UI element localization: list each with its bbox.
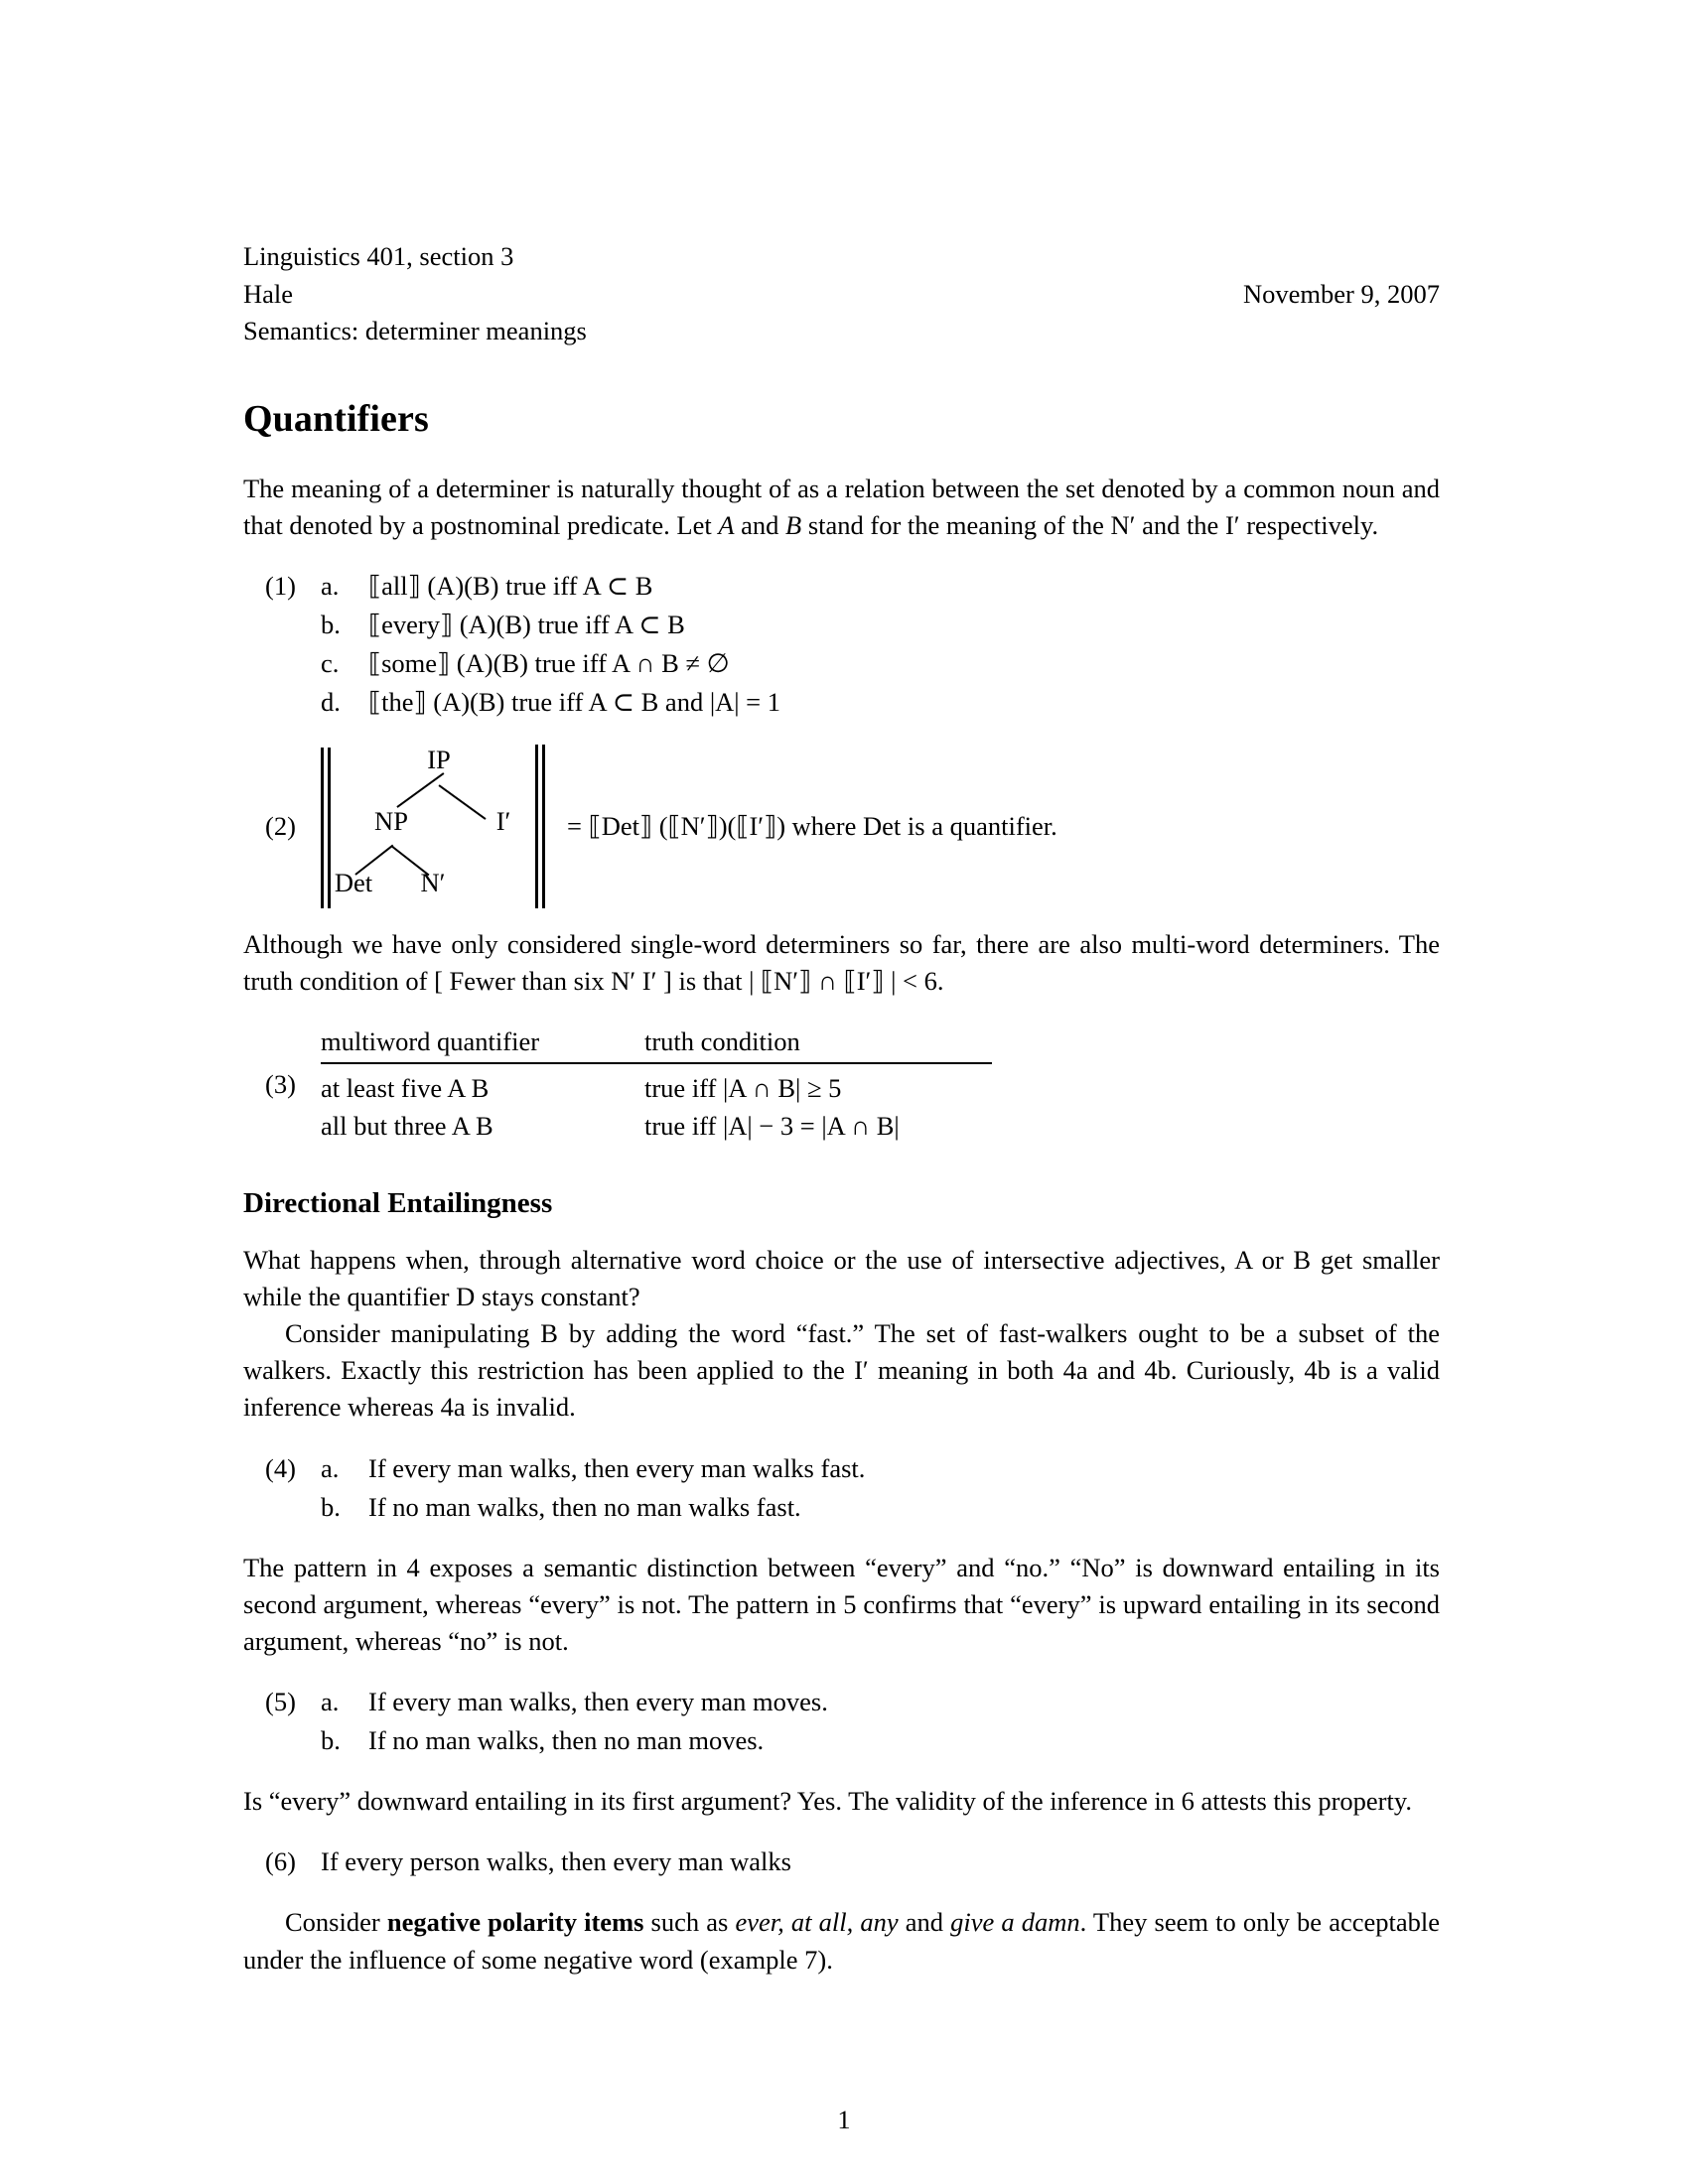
example-5-letter-a: a.	[321, 1687, 340, 1717]
example-6-list	[243, 1843, 1440, 1881]
example-1-letter-b: b.	[321, 610, 341, 640]
example-5-text-b: If no man walks, then no man moves.	[368, 1725, 765, 1756]
example-1-text-d: ⟦the⟧ (A)(B) true iff A ⊂ B and |A| = 1	[368, 687, 781, 718]
tree-node-iprime: I′	[495, 806, 511, 837]
npi-italic-2: give a damn	[950, 1907, 1080, 1938]
table-row	[321, 1106, 992, 1144]
npi-part1: Consider	[285, 1907, 387, 1938]
table-header-row	[321, 1026, 992, 1063]
tree-node-nprime: N′	[420, 868, 446, 898]
npi-part3: and	[898, 1907, 951, 1938]
table-cell-quantifier-1: at least five A B	[321, 1072, 490, 1103]
intro-paragraph	[243, 471, 1440, 544]
example-3-table-block	[243, 1026, 1440, 1144]
example-4-letter-a: a.	[321, 1452, 340, 1483]
table-header-condition: truth condition	[644, 1026, 992, 1063]
example-1-text-c: ⟦some⟧ (A)(B) true iff A ∩ B ≠ ∅	[368, 648, 730, 679]
page-number: 1	[837, 2105, 851, 2134]
table-header-quantifier: multiword quantifier	[321, 1026, 644, 1063]
example-2-number: (2)	[265, 811, 296, 842]
example-1-list	[243, 567, 1440, 722]
example-1-item-d	[243, 683, 1440, 722]
tree-node-np: NP	[374, 806, 408, 837]
example-4-item-b	[243, 1488, 1440, 1527]
intro-part5: respectively.	[1239, 510, 1379, 541]
tree-edge-ip-iprime	[438, 784, 486, 820]
example-1-letter-a: a.	[321, 571, 340, 602]
example-1-text-b: ⟦every⟧ (A)(B) true iff A ⊂ B	[368, 610, 685, 640]
example-1-letter-c: c.	[321, 648, 340, 679]
table-cell-condition-2: true iff |A| − 3 = |A ∩ B|	[644, 1110, 900, 1141]
example-6-item	[243, 1843, 1440, 1881]
example-3-number: (3)	[265, 1069, 296, 1100]
example-1-item-c	[243, 644, 1440, 683]
multiword-paragraph: Although we have only considered single-word determiners so far, there are also multi-word determiners. The truth condition of [ Fewer than six N′ I′ ] is that | ⟦N′⟧ ∩ ⟦I′⟧ | < 6.	[243, 929, 1440, 997]
intro-part3: stand for the meaning of the N	[801, 510, 1130, 541]
example-5-item-a	[243, 1683, 1440, 1721]
tree-node-ip: IP	[427, 745, 451, 775]
paragraph-pattern-4: The pattern in 4 exposes a semantic distinction between “every” and “no.” “No” is downward entailing in its second argument, whereas “every” is not. The pattern in 5 confirms that “every” is upward entailing in its second argument, whereas “no” is not.	[243, 1552, 1440, 1656]
denotation-bracket-close	[528, 745, 545, 908]
table-cell-quantifier-2: all but three A B	[321, 1110, 493, 1141]
tree-node-det: Det	[334, 868, 373, 898]
header-instructor: Hale	[243, 278, 294, 309]
example-5-letter-b: b.	[321, 1725, 341, 1756]
example-4-list	[243, 1449, 1440, 1527]
example-4-text-b: If no man walks, then no man walks fast.	[368, 1491, 801, 1522]
example-6-text: If every person walks, then every man walks	[321, 1846, 791, 1877]
example-5-number: (5)	[265, 1687, 296, 1717]
intro-var-a: A	[718, 510, 735, 541]
example-1-letter-d: d.	[321, 687, 341, 718]
intro-var-b: B	[785, 510, 802, 541]
paragraph-npi	[243, 1904, 1440, 1978]
npi-italic-1: ever, at all, any	[735, 1907, 899, 1938]
paragraph-consider-fast: Consider manipulating B by adding the word “fast.” The set of fast-walkers ought to be a subset of the walkers. Exactly this restriction has been applied to the I′ meaning in both 4a and 4b. Curiously, 4b is a valid inference whereas 4a is invalid.	[243, 1318, 1440, 1423]
example-1-item-a	[243, 567, 1440, 606]
example-5-text-a: If every man walks, then every man moves.	[368, 1687, 828, 1717]
table-cell-condition-1: true iff |A ∩ B| ≥ 5	[644, 1072, 842, 1103]
example-4-letter-b: b.	[321, 1491, 341, 1522]
tree-edge-ip-np	[396, 772, 444, 808]
intro-part4: and the I	[1135, 510, 1234, 541]
npi-bold-term: negative polarity items	[386, 1907, 644, 1938]
document-header	[243, 238, 1440, 350]
subsection-title: Directional Entailingness	[243, 1186, 553, 1219]
header-course: Linguistics 401, section 3	[243, 241, 514, 271]
npi-part2: such as	[643, 1907, 736, 1938]
page-title: Quantifiers	[243, 397, 429, 440]
example-4-text-a: If every man walks, then every man walks fast.	[368, 1452, 866, 1483]
npi-part4: . They seem to only be acceptable under the influence of some negative word (example 7).	[243, 1907, 1440, 1975]
example-1-text-a: ⟦all⟧ (A)(B) true iff A ⊂ B	[368, 571, 653, 602]
example-5-list	[243, 1683, 1440, 1760]
example-6-number: (6)	[265, 1846, 296, 1877]
page-content	[243, 238, 1440, 1979]
example-2-equation: = ⟦Det⟧ (⟦N′⟧)(⟦I′⟧) where Det is a quantifier.	[567, 811, 1057, 842]
paragraph-downward: Is “every” downward entailing in its first argument? Yes. The validity of the inference in 6 attests this property.	[243, 1786, 1412, 1817]
header-topic: Semantics: determiner meanings	[243, 316, 587, 346]
intro-prime-2: ′	[1233, 510, 1240, 541]
syntax-tree-diagram	[334, 745, 522, 908]
example-2-tree-block	[243, 745, 1440, 908]
paragraph-what-happens: What happens when, through alternative word choice or the use of intersective adjectives, A or B get smaller while the quantifier D stays constant?	[243, 1244, 1440, 1311]
intro-prime-1: ′	[1129, 510, 1136, 541]
example-4-item-a	[243, 1449, 1440, 1488]
intro-part1: The meaning of a determiner is naturally thought of as a relation between the set denoted by a common noun and that denoted by a postnominal predicate. Let	[243, 473, 1440, 541]
multiword-quantifier-table	[321, 1026, 992, 1144]
example-1-item-b	[243, 606, 1440, 644]
intro-part2: and	[734, 510, 786, 541]
example-5-item-b	[243, 1721, 1440, 1760]
example-1-number: (1)	[265, 571, 296, 602]
example-4-number: (4)	[265, 1452, 296, 1483]
header-date: November 9, 2007	[1243, 278, 1440, 309]
table-row	[321, 1063, 992, 1106]
